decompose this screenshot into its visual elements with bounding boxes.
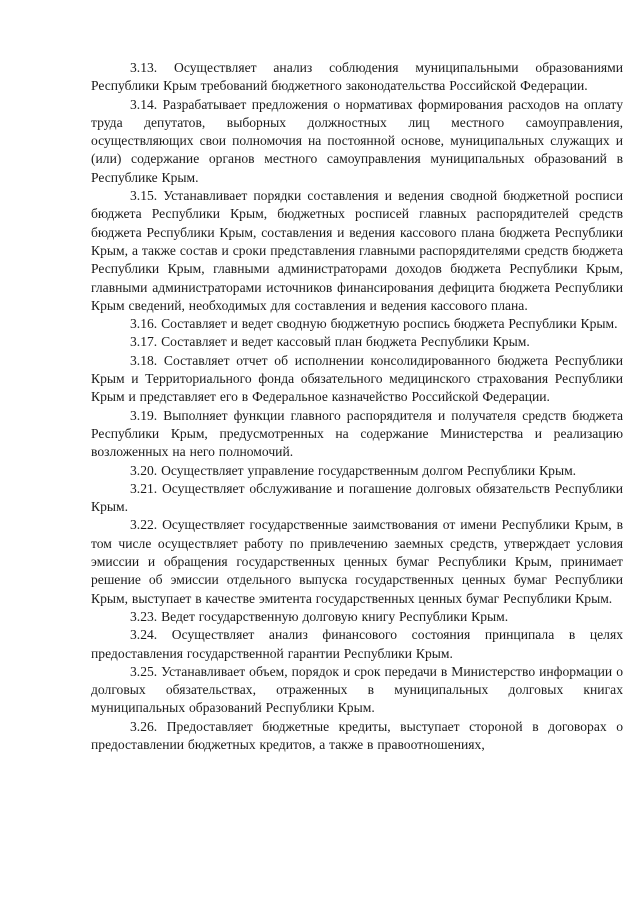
clause-3-22: 3.22. Осуществляет государственные заимствования от имени Республики Крым, в том числе осуществляет работу по привлечению заемных средств, утверждает условия эмиссии и обращения государственных ценных бумаг Республики Крым, принимает решение об эмиссии отдельного выпуска государственных ценных бумаг Республики Крым, выступает в качестве эмитента государственных ценных бумаг Республики Крым. — [91, 517, 623, 606]
clause-3-21: 3.21. Осуществляет обслуживание и погашение долговых обязательств Республики Крым. — [91, 480, 623, 515]
clause-3-20: 3.20. Осуществляет управление государственным долгом Республики Крым. — [130, 462, 577, 478]
clause-3-16: 3.16. Составляет и ведет сводную бюджетную роспись бюджета Республики Крым. — [130, 316, 618, 332]
clause-3-13: 3.13. Осуществляет анализ соблюдения муниципальными образованиями Республики Крым требований бюджетного законодательства Российской Федерации. — [91, 60, 623, 94]
clause-3-18: 3.18. Составляет отчет об исполнении консолидированного бюджета Республики Крым и Территориального фонда обязательного медицинского страхования Республики Крым и представляет его в Федеральное казначейство Российской Федерации. — [91, 352, 623, 405]
clause-3-17: 3.17. Составляет и ведет кассовый план бюджета Республики Крым. — [130, 334, 530, 350]
clause-3-24: 3.24. Осуществляет анализ финансового состояния принципала в целях предоставления государственной гарантии Республики Крым. — [91, 627, 623, 661]
clause-3-26: 3.26. Предоставляет бюджетные кредиты, выступает стороной в договорах о предоставлении бюджетных кредитов, а также в правоотношениях, — [91, 718, 623, 752]
clause-3-15: 3.15. Устанавливает порядки составления и ведения сводной бюджетной росписи бюджета Республики Крым, бюджетных росписей главных распорядителей средств бюджета Республики Крым, составления и ведения кассового плана бюджета Республики Крым, а также состав и сроки представления главными распорядителями средств бюджета Республики Крым, главными администраторами доходов бюджета Республики Крым, главными администраторами источников финансирования дефицита бюджета Республики Крым сведений, необходимых для составления и ведения кассового плана. — [91, 188, 623, 313]
clause-3-14: 3.14. Разрабатывает предложения о нормативах формирования расходов на оплату труда депутатов, выборных должностных лиц местного самоуправления, осуществляющих свои полномочия на постоянной основе, муниципальных служащих и (или) содержание органов местного самоуправления муниципальных образований в Республике Крым. — [91, 96, 623, 185]
clause-3-19: 3.19. Выполняет функции главного распорядителя и получателя средств бюджета Республики Крым, предусмотренных на содержание Министерства и реализацию возложенных на него полномочий. — [91, 407, 623, 460]
clause-3-25: 3.25. Устанавливает объем, порядок и срок передачи в Министерство информации о долговых обязательствах, отраженных в муниципальных долговых книгах муниципальных образований Республики Крым. — [91, 663, 623, 716]
clause-3-23: 3.23. Ведет государственную долговую книгу Республики Крым. — [130, 608, 509, 624]
